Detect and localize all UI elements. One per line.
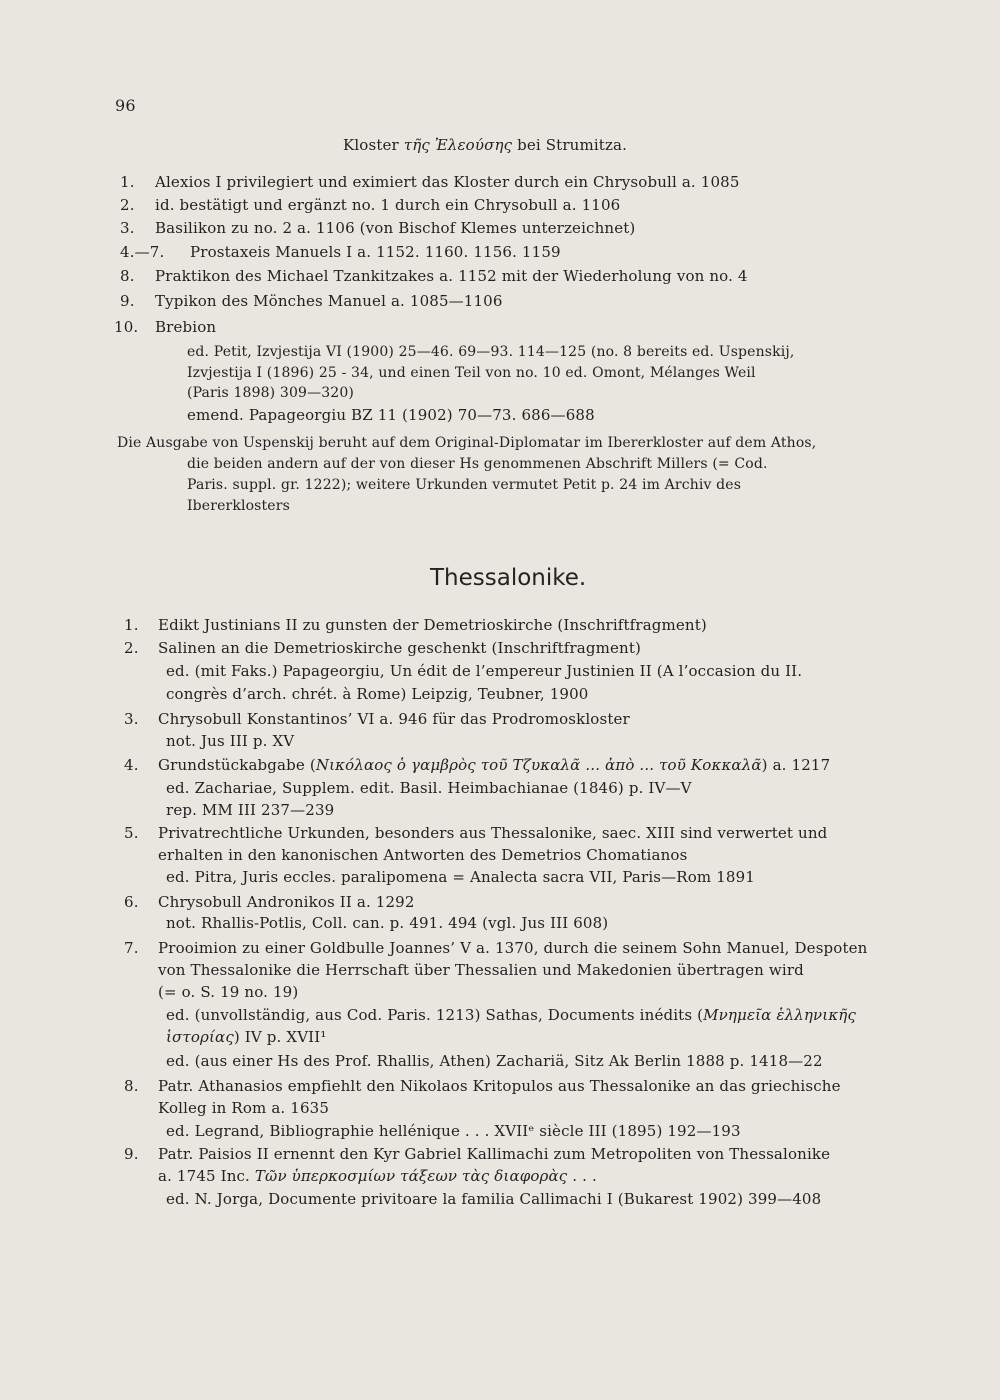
list-item-number: 2.	[120, 196, 135, 214]
list-item-text	[158, 1167, 597, 1185]
heading-post: bei Strumitza.	[512, 136, 628, 154]
list-item-number: 4.	[124, 756, 139, 774]
text-part: ed. (unvollständig, aus Cod. Paris. 1213) Sathas, Documents inédits (	[166, 1006, 704, 1024]
heading-greek: τῆς Ἐλεούσης	[403, 136, 513, 154]
note-line: Paris. suppl. gr. 1222); weitere Urkunden vermutet Petit p. 24 im Archiv des	[187, 477, 742, 493]
list-item-number: 7.	[124, 939, 139, 957]
list-item-number: 2.	[124, 639, 139, 657]
list-item-number: 3.	[120, 219, 135, 237]
text-part: ) a. 1217	[761, 756, 831, 774]
list-item-number: 1.	[124, 616, 139, 634]
text-part: Grundstückabgabe (	[158, 756, 316, 774]
list-item-number: 8.	[124, 1077, 139, 1095]
list-item-text: Chrysobull Andronikos II a. 1292	[158, 893, 415, 911]
list-item-text	[158, 756, 830, 774]
edition-line: congrès d’arch. chrét. à Rome) Leipzig, Teubner, 1900	[166, 685, 589, 703]
notice-line: not. Jus III p. XV	[166, 732, 295, 750]
list-item-text: Kolleg in Rom a. 1635	[158, 1099, 330, 1117]
list-item-number: 4.—7.	[120, 243, 165, 261]
list-item-text: Typikon des Mönches Manuel a. 1085—1106	[155, 292, 503, 310]
list-item-number: 1.	[120, 173, 135, 191]
list-item-text: Salinen an die Demetrioskirche geschenkt (Inschriftfragment)	[158, 639, 642, 657]
note-line: die beiden andern auf der von dieser Hs genommenen Abschrift Millers (= Cod.	[187, 456, 768, 472]
edition-line: ed. Legrand, Bibliographie hellénique . . . XVIIᵉ siècle III (1895) 192—193	[166, 1122, 741, 1140]
list-item-number: 10.	[114, 318, 139, 336]
list-item-text: (= o. S. 19 no. 19)	[158, 983, 299, 1001]
edition-line: ed. Zachariae, Supplem. edit. Basil. Heimbachianae (1846) p. IV—V	[166, 779, 692, 797]
emendation-line: emend. Papageorgiu BZ 11 (1902) 70—73. 686—688	[187, 406, 595, 424]
edition-line: ed. (aus einer Hs des Prof. Rhallis, Athen) Zachariä, Sitz Ak Berlin 1888 p. 1418—22	[166, 1052, 823, 1070]
section-heading-kloster	[343, 136, 627, 154]
list-item-number: 3.	[124, 710, 139, 728]
list-item-text: Patr. Athanasios empfiehlt den Nikolaos Kritopulos aus Thessalonike an das griechische	[158, 1077, 841, 1095]
list-item-text: Prooimion zu einer Goldbulle Joannes’ V a. 1370, durch die seinem Sohn Manuel, Despoten	[158, 939, 868, 957]
edition-line: ed. N. Jorga, Documente privitoare la familia Callimachi I (Bukarest 1902) 399—408	[166, 1190, 822, 1208]
list-item-number: 9.	[120, 292, 135, 310]
list-item-text: Privatrechtliche Urkunden, besonders aus Thessalonike, saec. XIII sind verwertet und	[158, 824, 828, 842]
list-item-text: Brebion	[155, 318, 217, 336]
list-item-number: 9.	[124, 1145, 139, 1163]
greek-quote: Νικόλαος ὁ γαμβρὸς τοῦ Τζυκαλᾶ ... ἀπὸ ... τοῦ Κοκκαλᾶ	[315, 756, 762, 774]
list-item-text: Alexios I privilegiert und eximiert das Kloster durch ein Chrysobull a. 1085	[155, 173, 740, 191]
list-item-text: Chrysobull Konstantinos’ VI a. 946 für das Prodromoskloster	[158, 710, 630, 728]
list-item-text: Prostaxeis Manuels I a. 1152. 1160. 1156. 1159	[190, 243, 561, 261]
reprint-line: rep. MM III 237—239	[166, 801, 335, 819]
list-item-number: 5.	[124, 824, 139, 842]
list-item-text: von Thessalonike die Herrschaft über Thessalien und Makedonien übertragen wird	[158, 961, 804, 979]
edition-line	[166, 1028, 327, 1046]
greek-title: Μνημεῖα ἑλληνικῆς	[703, 1006, 856, 1024]
list-item-text: Praktikon des Michael Tzankitzakes a. 1152 mit der Wiederholung von no. 4	[155, 267, 748, 285]
text-part: a. 1745 Inc.	[158, 1167, 255, 1185]
greek-incipit: Τῶν ὑπερκοσμίων τάξεων τὰς διαφορὰς . . .	[254, 1167, 597, 1185]
edition-line: ed. Petit, Izvjestija VI (1900) 25—46. 69—93. 114—125 (no. 8 bereits ed. Uspenskij,	[187, 344, 795, 360]
page-number: 96	[115, 96, 136, 115]
note-line: Die Ausgabe von Uspenskij beruht auf dem Original-Diplomatar im Ibererkloster auf dem Athos,	[117, 435, 817, 451]
text-part: ) IV p. XVII¹	[233, 1028, 327, 1046]
greek-title: ἱστορίας	[166, 1028, 234, 1046]
list-item-text: Basilikon zu no. 2 a. 1106 (von Bischof Klemes unterzeichnet)	[155, 219, 636, 237]
edition-line: ed. Pitra, Juris eccles. paralipomena = Analecta sacra VII, Paris—Rom 1891	[166, 868, 755, 886]
list-item-number: 6.	[124, 893, 139, 911]
list-item-number: 8.	[120, 267, 135, 285]
edition-line	[166, 1006, 856, 1024]
heading-pre: Kloster	[343, 136, 404, 154]
edition-line: (Paris 1898) 309—320)	[187, 385, 355, 401]
list-item-text: Patr. Paisios II ernennt den Kyr Gabriel Kallimachi zum Metropoliten von Thessalonike	[158, 1145, 831, 1163]
note-line: Ibererklosters	[187, 498, 290, 514]
notice-line: not. Rhallis-Potlis, Coll. can. p. 491. 494 (vgl. Jus III 608)	[166, 914, 609, 932]
list-item-text: id. bestätigt und ergänzt no. 1 durch ein Chrysobull a. 1106	[155, 196, 621, 214]
section-title-thessalonike: Thessalonike.	[430, 565, 587, 591]
edition-line: ed. (mit Faks.) Papageorgiu, Un édit de l’empereur Justinien II (A l’occasion du II.	[166, 662, 803, 680]
edition-line: Izvjestija I (1896) 25 - 34, und einen Teil von no. 10 ed. Omont, Mélanges Weil	[187, 365, 756, 381]
list-item-text: Edikt Justinians II zu gunsten der Demetrioskirche (Inschriftfragment)	[158, 616, 707, 634]
list-item-text: erhalten in den kanonischen Antworten des Demetrios Chomatianos	[158, 846, 688, 864]
